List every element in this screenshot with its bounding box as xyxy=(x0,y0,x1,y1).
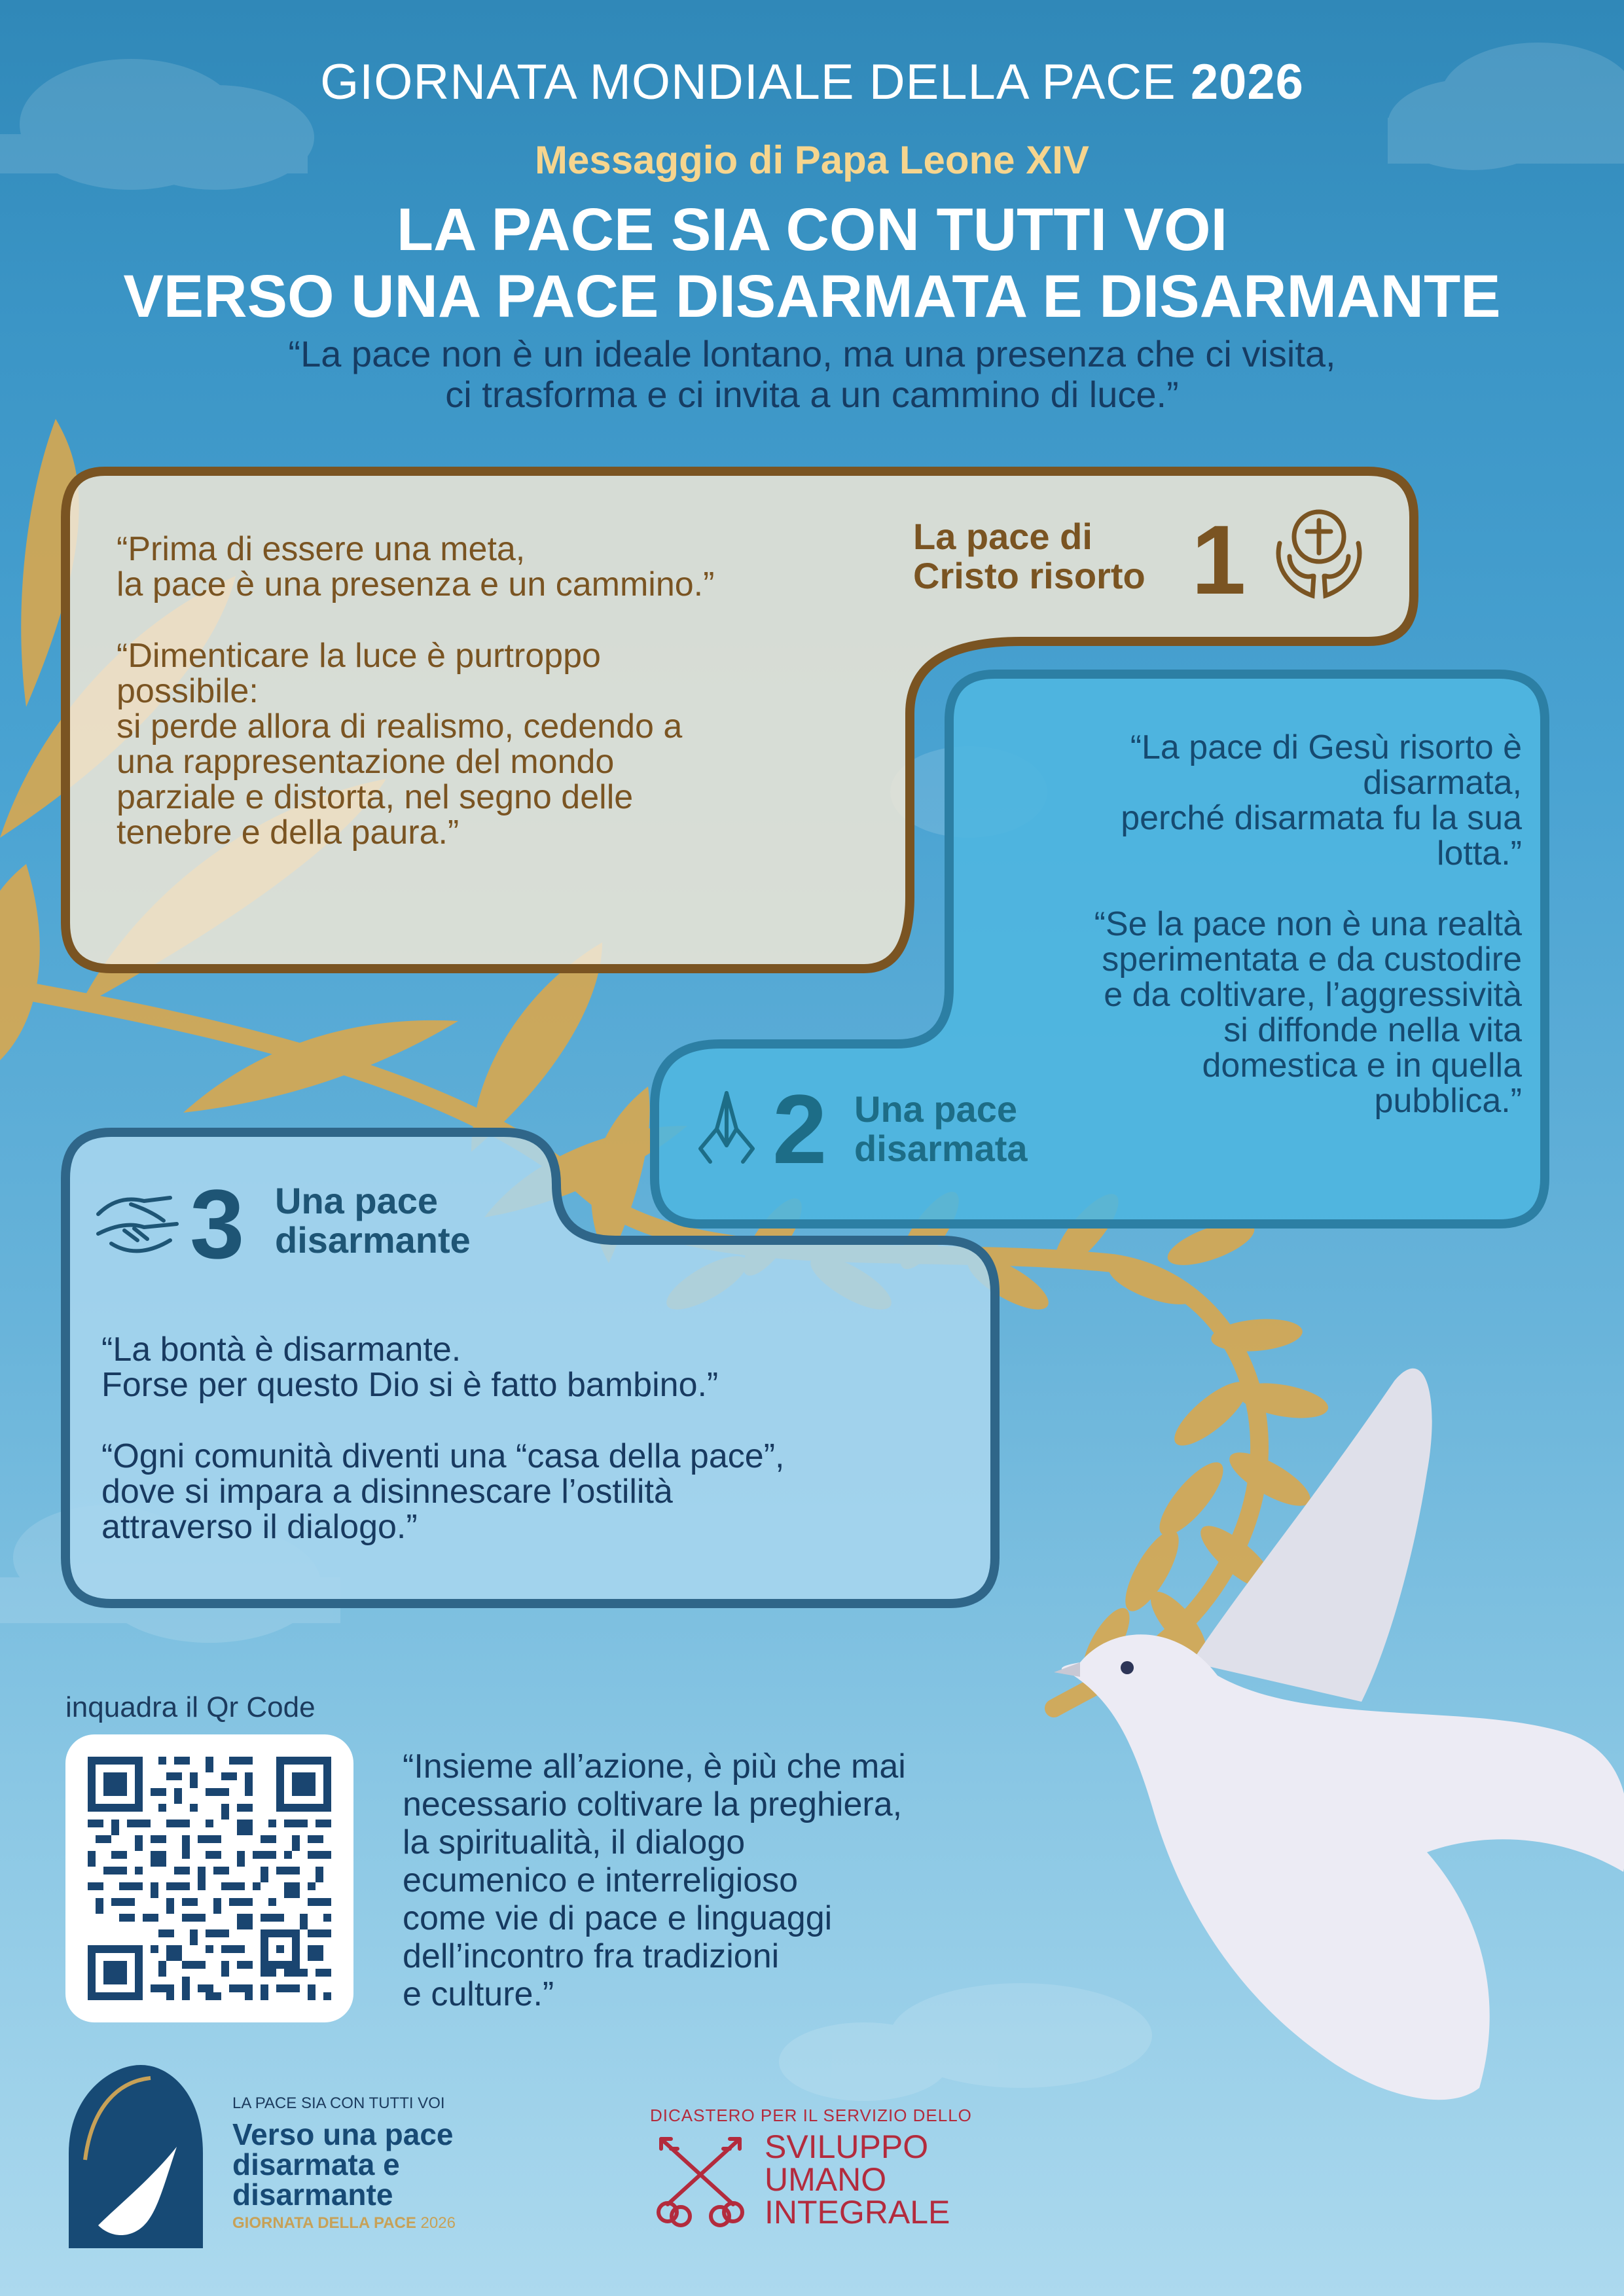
dicastery-name-line2: UMANO xyxy=(765,2161,887,2198)
header-title-year: 2026 xyxy=(1190,54,1304,110)
header-title xyxy=(0,54,1624,111)
closing-quote-line: la spiritualità, il dialogo xyxy=(403,1823,746,1861)
section2-quote2-line: “Se la pace non è una realtà xyxy=(1094,905,1522,943)
closing-quote xyxy=(403,1748,906,2013)
dicastery-name xyxy=(765,2130,950,2229)
section2-quote2-line: e da coltivare, l’aggressività xyxy=(1104,976,1522,1014)
section3-quote1-line1: “La bontà è disarmante. xyxy=(101,1331,461,1369)
section2-quote2-line: si diffonde nella vita xyxy=(1223,1011,1522,1049)
closing-quote-line: e culture.” xyxy=(403,1975,554,2013)
section3-quote1-line2: Forse per questo Dio si è fatto bambino.” xyxy=(101,1366,719,1404)
section1-quote2-line: tenebre e della paura.” xyxy=(117,814,460,852)
section3-quote2-line: “Ogni comunità diventi una “casa della pace”, xyxy=(101,1437,785,1475)
logo-title-line1: Verso una pace xyxy=(232,2117,454,2151)
section2-quote2-line: domestica e in quella xyxy=(1202,1047,1522,1085)
section1-label xyxy=(913,517,1146,596)
handshake-icon xyxy=(92,1175,183,1266)
section1-quote2-line: possibile: xyxy=(117,672,259,710)
section1-quote2-line: una rappresentazione del mondo xyxy=(117,743,615,781)
section1-label-line2: Cristo risorto xyxy=(913,555,1146,596)
section2-quote1 xyxy=(1121,730,1522,871)
closing-quote-line: “Insieme all’azione, è più che mai xyxy=(403,1748,906,1785)
section2-quote1-line: “La pace di Gesù risorto è xyxy=(1130,728,1522,766)
hands-cross-icon xyxy=(1267,504,1371,609)
intro-quote-line2: ci trasforma e ci invita a un cammino di luce.” xyxy=(445,374,1179,415)
section2-quote1-line: disarmata, xyxy=(1363,764,1522,802)
section2-number: 2 xyxy=(772,1074,827,1184)
closing-quote-line: necessario coltivare la preghiera, xyxy=(403,1785,903,1823)
logo-title xyxy=(232,2119,454,2210)
section2-label-line1: Una pace xyxy=(854,1088,1017,1130)
section3-label-line2: disarmante xyxy=(275,1219,471,1261)
section3-quote2-line: dove si impara a disinnescare l’ostilità xyxy=(101,1473,673,1511)
section2-quote2 xyxy=(1094,906,1522,1119)
section3-quote1 xyxy=(101,1332,718,1403)
logo-bottom-year: 2026 xyxy=(420,2214,456,2232)
section3-quote2 xyxy=(101,1439,784,1545)
section2-quote1-line: perché disarmata fu la sua xyxy=(1121,799,1522,837)
closing-quote-line: come vie di pace e linguaggi xyxy=(403,1899,833,1937)
section3-label xyxy=(275,1181,471,1260)
main-title-line1: LA PACE SIA CON TUTTI VOI xyxy=(396,196,1228,263)
section3-quote2-line: attraverso il dialogo.” xyxy=(101,1508,418,1546)
section1-quote2-line: “Dimenticare la luce è purtroppo xyxy=(117,637,601,675)
header-title-text: GIORNATA MONDIALE DELLA PACE xyxy=(320,54,1191,110)
closing-quote-line: dell’incontro fra tradizioni xyxy=(403,1937,780,1975)
dicastery-name-line3: INTEGRALE xyxy=(765,2194,950,2231)
section3-number: 3 xyxy=(190,1169,245,1279)
section1-label-line1: La pace di xyxy=(913,516,1092,557)
logo-title-line3: disarmante xyxy=(232,2178,393,2212)
section1-quote1 xyxy=(117,531,714,602)
qr-label: inquadra il Qr Code xyxy=(65,1691,316,1723)
logo-title-line2: disarmata e xyxy=(232,2147,400,2181)
logo-bottom-text xyxy=(232,2214,456,2233)
section1-quote2 xyxy=(117,638,682,850)
section1-quote2-line: parziale e distorta, nel segno delle xyxy=(117,778,634,816)
dicastery-name-line1: SVILUPPO xyxy=(765,2128,929,2165)
dicastery-top-text: DICASTERO PER IL SERVIZIO DELLO xyxy=(650,2106,972,2125)
section2-label-line2: disarmata xyxy=(854,1128,1028,1169)
logo-top-text: LA PACE SIA CON TUTTI VOI xyxy=(232,2094,445,2112)
crossed-keys-icon xyxy=(648,2132,753,2231)
section1-quote1-line2: la pace è una presenza e un cammino.” xyxy=(117,565,715,603)
main-title-line2: VERSO UNA PACE DISARMATA E DISARMANTE xyxy=(123,263,1501,330)
section3-label-line1: Una pace xyxy=(275,1180,438,1221)
logo-bottom-label: GIORNATA DELLA PACE xyxy=(232,2214,421,2232)
qr-code-icon[interactable] xyxy=(88,1757,331,2000)
section2-quote2-line: pubblica.” xyxy=(1374,1082,1522,1120)
qr-modules xyxy=(88,1757,331,2000)
section2-quote2-line: sperimentata e da custodire xyxy=(1102,941,1522,978)
main-title xyxy=(0,196,1624,330)
intro-quote xyxy=(0,334,1624,415)
section1-quote1-line1: “Prima di essere una meta, xyxy=(117,530,526,568)
qr-code-card[interactable] xyxy=(65,1734,353,2022)
section1-quote2-line: si perde allora di realismo, cedendo a xyxy=(117,708,683,745)
dove-illustration xyxy=(1054,1369,1624,2100)
section1-number: 1 xyxy=(1191,505,1246,615)
section2-quote1-line: lotta.” xyxy=(1436,834,1522,872)
intro-quote-line1: “La pace non è un ideale lontano, ma una presenza che ci visita, xyxy=(288,333,1336,374)
closing-quote-line: ecumenico e interreligioso xyxy=(403,1861,799,1899)
subtitle: Messaggio di Papa Leone XIV xyxy=(535,138,1089,182)
